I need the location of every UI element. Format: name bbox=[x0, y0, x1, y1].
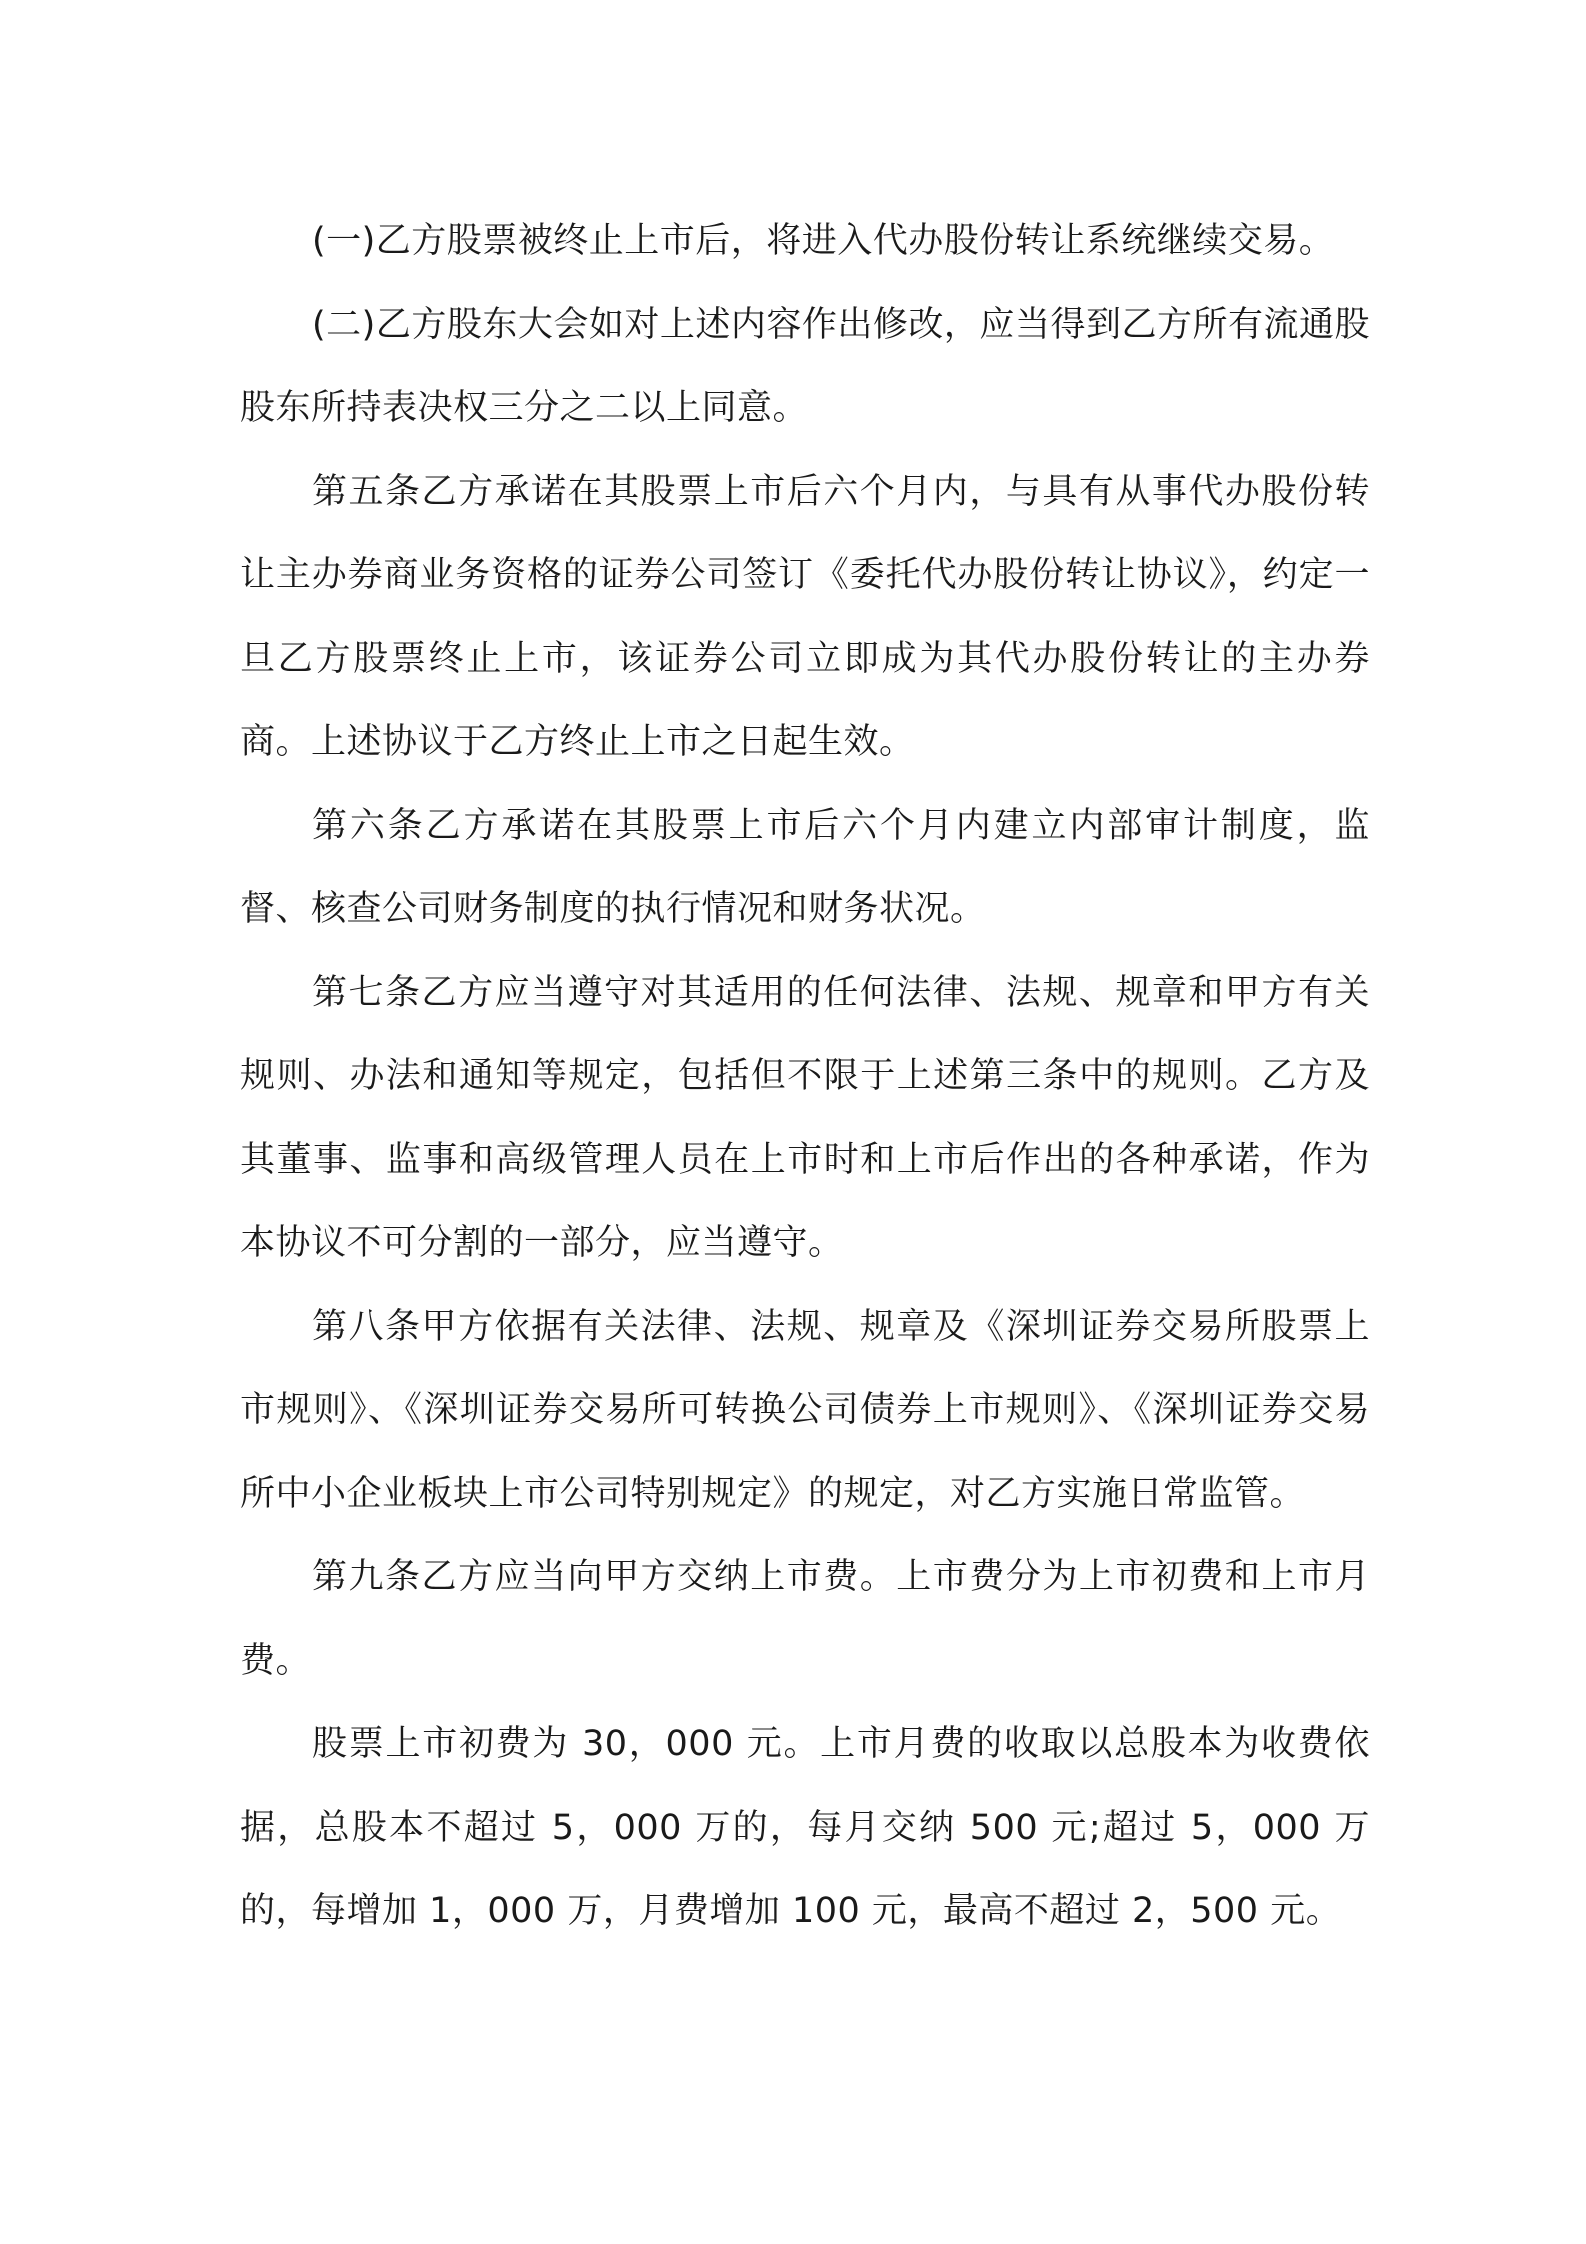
paragraph-clause-4-2: (二)乙方股东大会如对上述内容作出修改，应当得到乙方所有流通股股东所持表决权三分之二以上同意。 bbox=[240, 304, 1370, 428]
paragraph-listing-fees: 股票上市初费为 30，000 元。上市月费的收取以总股本为收费依据，总股本不超过 5，000 万的，每月交纳 500 元;超过 5，000 万的，每增加 1，000 万，月费增加 100 元，最高不超过 2，500 元。 bbox=[240, 1724, 1370, 1931]
document-body bbox=[240, 200, 1370, 1954]
paragraph-article-7: 第七条乙方应当遵守对其适用的任何法律、法规、规章和甲方有关规则、办法和通知等规定，包括但不限于上述第三条中的规则。乙方及其董事、监事和高级管理人员在上市时和上市后作出的各种承诺，作为本协议不可分割的一部分，应当遵守。 bbox=[240, 972, 1370, 1263]
paragraph-clause-4-1: (一)乙方股票被终止上市后，将进入代办股份转让系统继续交易。 bbox=[312, 221, 1335, 261]
paragraph-article-6: 第六条乙方承诺在其股票上市后六个月内建立内部审计制度，监督、核查公司财务制度的执行情况和财务状况。 bbox=[240, 805, 1370, 929]
paragraph-article-8: 第八条甲方依据有关法律、法规、规章及《深圳证券交易所股票上市规则》、《深圳证券交易所可转换公司债券上市规则》、《深圳证券交易所中小企业板块上市公司特别规定》的规定，对乙方实施日常监管。 bbox=[240, 1306, 1370, 1514]
paragraph-article-5: 第五条乙方承诺在其股票上市后六个月内，与具有从事代办股份转让主办券商业务资格的证券公司签订《委托代办股份转让协议》，约定一旦乙方股票终止上市，该证券公司立即成为其代办股份转让的主办券商。上述协议于乙方终止上市之日起生效。 bbox=[240, 471, 1370, 762]
paragraph-article-9: 第九条乙方应当向甲方交纳上市费。上市费分为上市初费和上市月费。 bbox=[240, 1557, 1370, 1681]
